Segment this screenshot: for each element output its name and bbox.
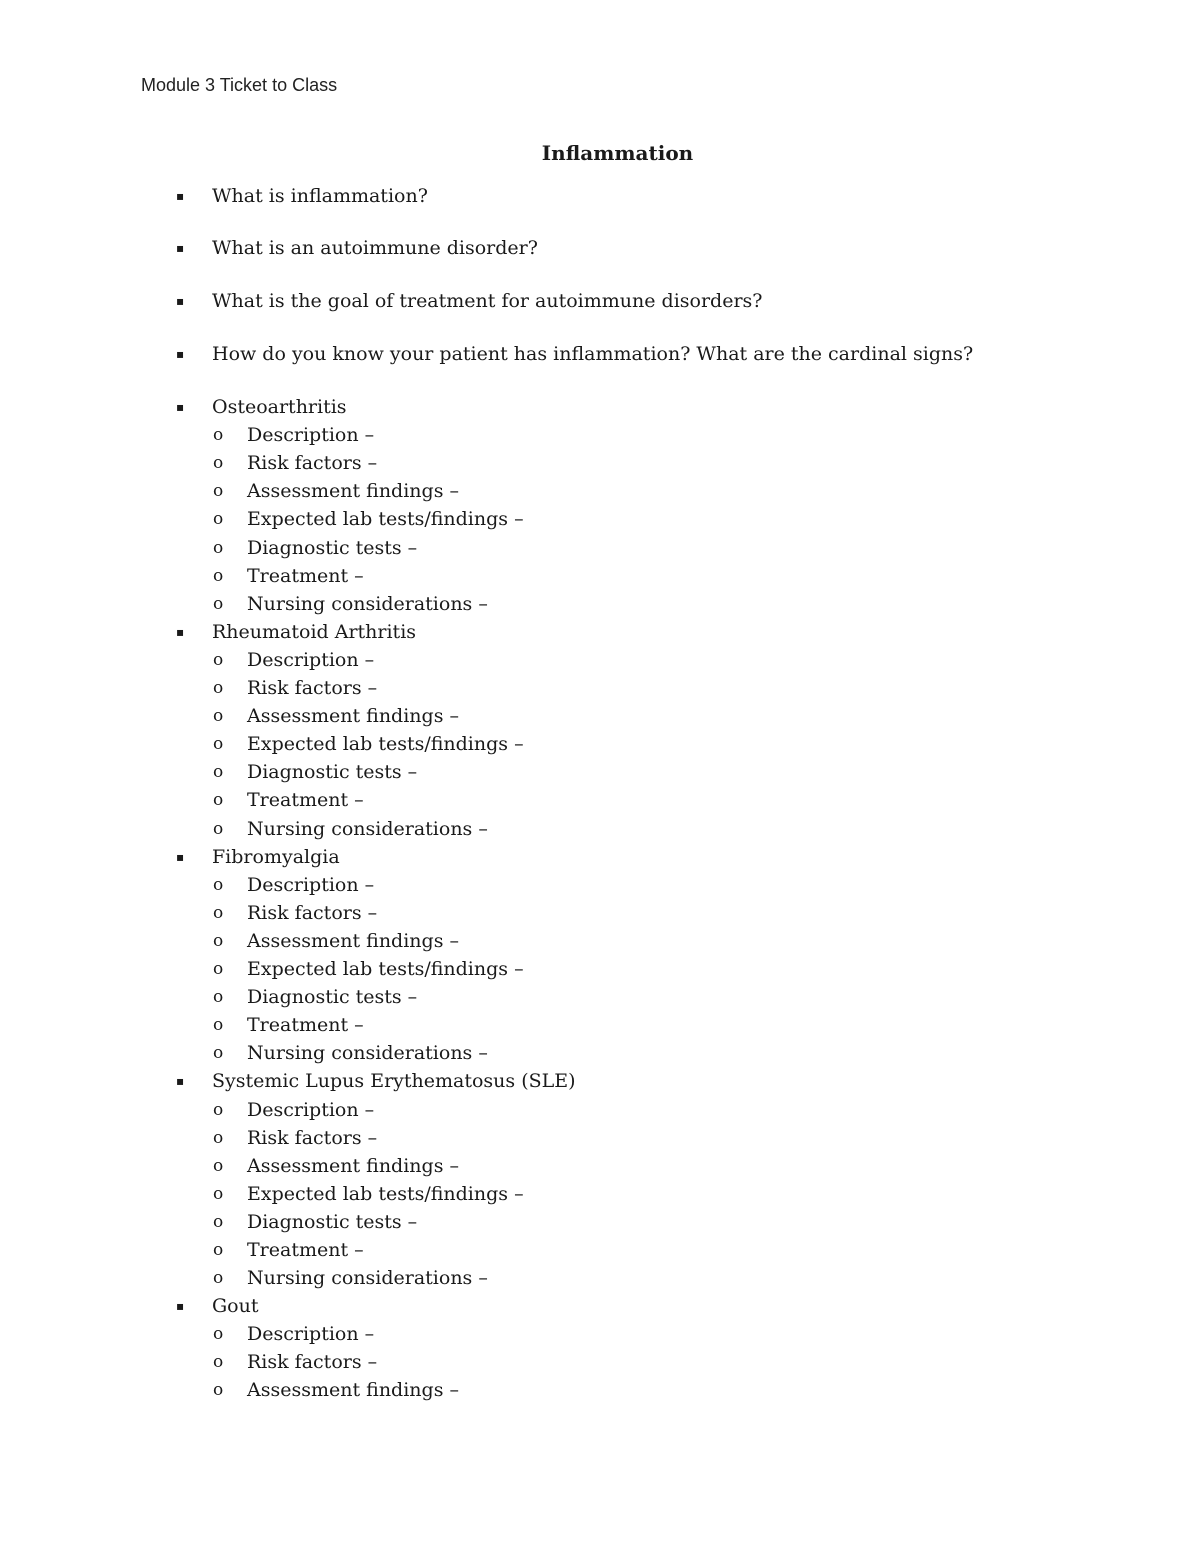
condition-subitem	[213, 1180, 524, 1208]
condition-subitem-text: Assessment findings –	[247, 930, 459, 952]
condition-subitem	[213, 1320, 375, 1348]
condition-subitem-text: Risk factors –	[247, 902, 378, 924]
circle-bullet-icon: o	[213, 903, 224, 923]
circle-bullet-icon: o	[213, 594, 224, 614]
question-item	[176, 182, 428, 210]
condition-subitem	[213, 927, 459, 955]
condition-subitem	[213, 1236, 364, 1264]
condition-subitem	[213, 505, 524, 533]
condition-subitem-text: Risk factors –	[247, 1351, 378, 1373]
circle-bullet-icon: o	[213, 1100, 224, 1120]
condition-subitem-text: Expected lab tests/findings –	[247, 958, 524, 980]
condition-subitem	[213, 1011, 364, 1039]
condition-subitem-text: Nursing considerations –	[247, 1042, 488, 1064]
condition-subitem	[213, 1208, 418, 1236]
circle-bullet-icon: o	[213, 1212, 224, 1232]
square-bullet-icon: ▪	[176, 241, 185, 255]
circle-bullet-icon: o	[213, 1156, 224, 1176]
circle-bullet-icon: o	[213, 1268, 224, 1288]
condition-subitem-text: Assessment findings –	[247, 480, 459, 502]
square-bullet-icon: ▪	[176, 1299, 185, 1313]
condition-subitem-text: Treatment –	[247, 1014, 364, 1036]
condition-subitem	[213, 786, 364, 814]
condition-heading-text: Rheumatoid Arthritis	[212, 621, 417, 643]
circle-bullet-icon: o	[213, 538, 224, 558]
circle-bullet-icon: o	[213, 509, 224, 529]
question-item	[176, 234, 538, 262]
square-bullet-icon: ▪	[176, 625, 185, 639]
condition-subitem	[213, 983, 418, 1011]
condition-subitem-text: Assessment findings –	[247, 1379, 459, 1401]
square-bullet-icon: ▪	[176, 1074, 185, 1088]
condition-subitem-text: Treatment –	[247, 565, 364, 587]
square-bullet-icon: ▪	[176, 400, 185, 414]
circle-bullet-icon: o	[213, 931, 224, 951]
condition-subitem-text: Diagnostic tests –	[247, 761, 418, 783]
circle-bullet-icon: o	[213, 1128, 224, 1148]
condition-subitem-text: Expected lab tests/findings –	[247, 733, 524, 755]
condition-subitem-text: Diagnostic tests –	[247, 537, 418, 559]
circle-bullet-icon: o	[213, 987, 224, 1007]
circle-bullet-icon: o	[213, 762, 224, 782]
condition-heading	[176, 393, 347, 421]
square-bullet-icon: ▪	[176, 189, 185, 203]
condition-heading	[176, 1292, 259, 1320]
condition-subitem-text: Nursing considerations –	[247, 818, 488, 840]
circle-bullet-icon: o	[213, 959, 224, 979]
condition-subitem	[213, 534, 418, 562]
circle-bullet-icon: o	[213, 1240, 224, 1260]
condition-subitem	[213, 955, 524, 983]
condition-heading	[176, 618, 417, 646]
square-bullet-icon: ▪	[176, 850, 185, 864]
circle-bullet-icon: o	[213, 706, 224, 726]
condition-subitem-text: Risk factors –	[247, 452, 378, 474]
condition-subitem-text: Nursing considerations –	[247, 593, 488, 615]
condition-heading-text: Systemic Lupus Erythematosus (SLE)	[212, 1070, 576, 1092]
question-item	[176, 287, 763, 315]
condition-subitem-text: Risk factors –	[247, 1127, 378, 1149]
condition-subitem-text: Description –	[247, 649, 375, 671]
circle-bullet-icon: o	[213, 481, 224, 501]
square-bullet-icon: ▪	[176, 347, 185, 361]
condition-subitem-text: Treatment –	[247, 789, 364, 811]
condition-subitem-text: Description –	[247, 874, 375, 896]
condition-heading	[176, 843, 340, 871]
document-title: Inflammation	[541, 141, 694, 165]
condition-subitem	[213, 477, 459, 505]
condition-heading	[176, 1067, 576, 1095]
condition-subitem-text: Description –	[247, 1323, 375, 1345]
condition-subitem	[213, 1376, 459, 1404]
circle-bullet-icon: o	[213, 650, 224, 670]
circle-bullet-icon: o	[213, 566, 224, 586]
circle-bullet-icon: o	[213, 819, 224, 839]
circle-bullet-icon: o	[213, 734, 224, 754]
condition-subitem	[213, 674, 378, 702]
condition-subitem	[213, 899, 378, 927]
circle-bullet-icon: o	[213, 1380, 224, 1400]
condition-subitem	[213, 590, 488, 618]
condition-subitem	[213, 758, 418, 786]
circle-bullet-icon: o	[213, 875, 224, 895]
condition-subitem-text: Description –	[247, 424, 375, 446]
condition-subitem	[213, 1124, 378, 1152]
question-item-text: How do you know your patient has inflammation? What are the cardinal signs?	[212, 343, 974, 365]
circle-bullet-icon: o	[213, 1352, 224, 1372]
condition-subitem	[213, 1264, 488, 1292]
circle-bullet-icon: o	[213, 1015, 224, 1035]
page-header: Module 3 Ticket to Class	[141, 75, 338, 95]
condition-subitem	[213, 702, 459, 730]
condition-subitem	[213, 646, 375, 674]
condition-subitem-text: Expected lab tests/findings –	[247, 508, 524, 530]
condition-subitem-text: Treatment –	[247, 1239, 364, 1261]
circle-bullet-icon: o	[213, 790, 224, 810]
condition-heading-text: Osteoarthritis	[212, 396, 347, 418]
condition-subitem	[213, 421, 375, 449]
condition-subitem	[213, 562, 364, 590]
condition-subitem-text: Nursing considerations –	[247, 1267, 488, 1289]
circle-bullet-icon: o	[213, 1324, 224, 1344]
circle-bullet-icon: o	[213, 425, 224, 445]
condition-subitem-text: Assessment findings –	[247, 705, 459, 727]
condition-subitem-text: Description –	[247, 1099, 375, 1121]
condition-subitem	[213, 1039, 488, 1067]
question-item-text: What is an autoimmune disorder?	[212, 237, 538, 259]
question-item-text: What is the goal of treatment for autoimmune disorders?	[212, 290, 763, 312]
question-item-text: What is inflammation?	[212, 185, 428, 207]
condition-subitem-text: Diagnostic tests –	[247, 1211, 418, 1233]
condition-subitem	[213, 815, 488, 843]
condition-subitem	[213, 730, 524, 758]
circle-bullet-icon: o	[213, 453, 224, 473]
circle-bullet-icon: o	[213, 1184, 224, 1204]
condition-subitem-text: Assessment findings –	[247, 1155, 459, 1177]
condition-subitem	[213, 1096, 375, 1124]
condition-subitem	[213, 871, 375, 899]
condition-subitem	[213, 449, 378, 477]
condition-heading-text: Fibromyalgia	[212, 846, 340, 868]
circle-bullet-icon: o	[213, 678, 224, 698]
condition-subitem-text: Diagnostic tests –	[247, 986, 418, 1008]
condition-heading-text: Gout	[212, 1295, 259, 1317]
condition-subitem	[213, 1348, 378, 1376]
circle-bullet-icon: o	[213, 1043, 224, 1063]
question-item	[176, 340, 974, 368]
square-bullet-icon: ▪	[176, 294, 185, 308]
condition-subitem	[213, 1152, 459, 1180]
condition-subitem-text: Expected lab tests/findings –	[247, 1183, 524, 1205]
condition-subitem-text: Risk factors –	[247, 677, 378, 699]
